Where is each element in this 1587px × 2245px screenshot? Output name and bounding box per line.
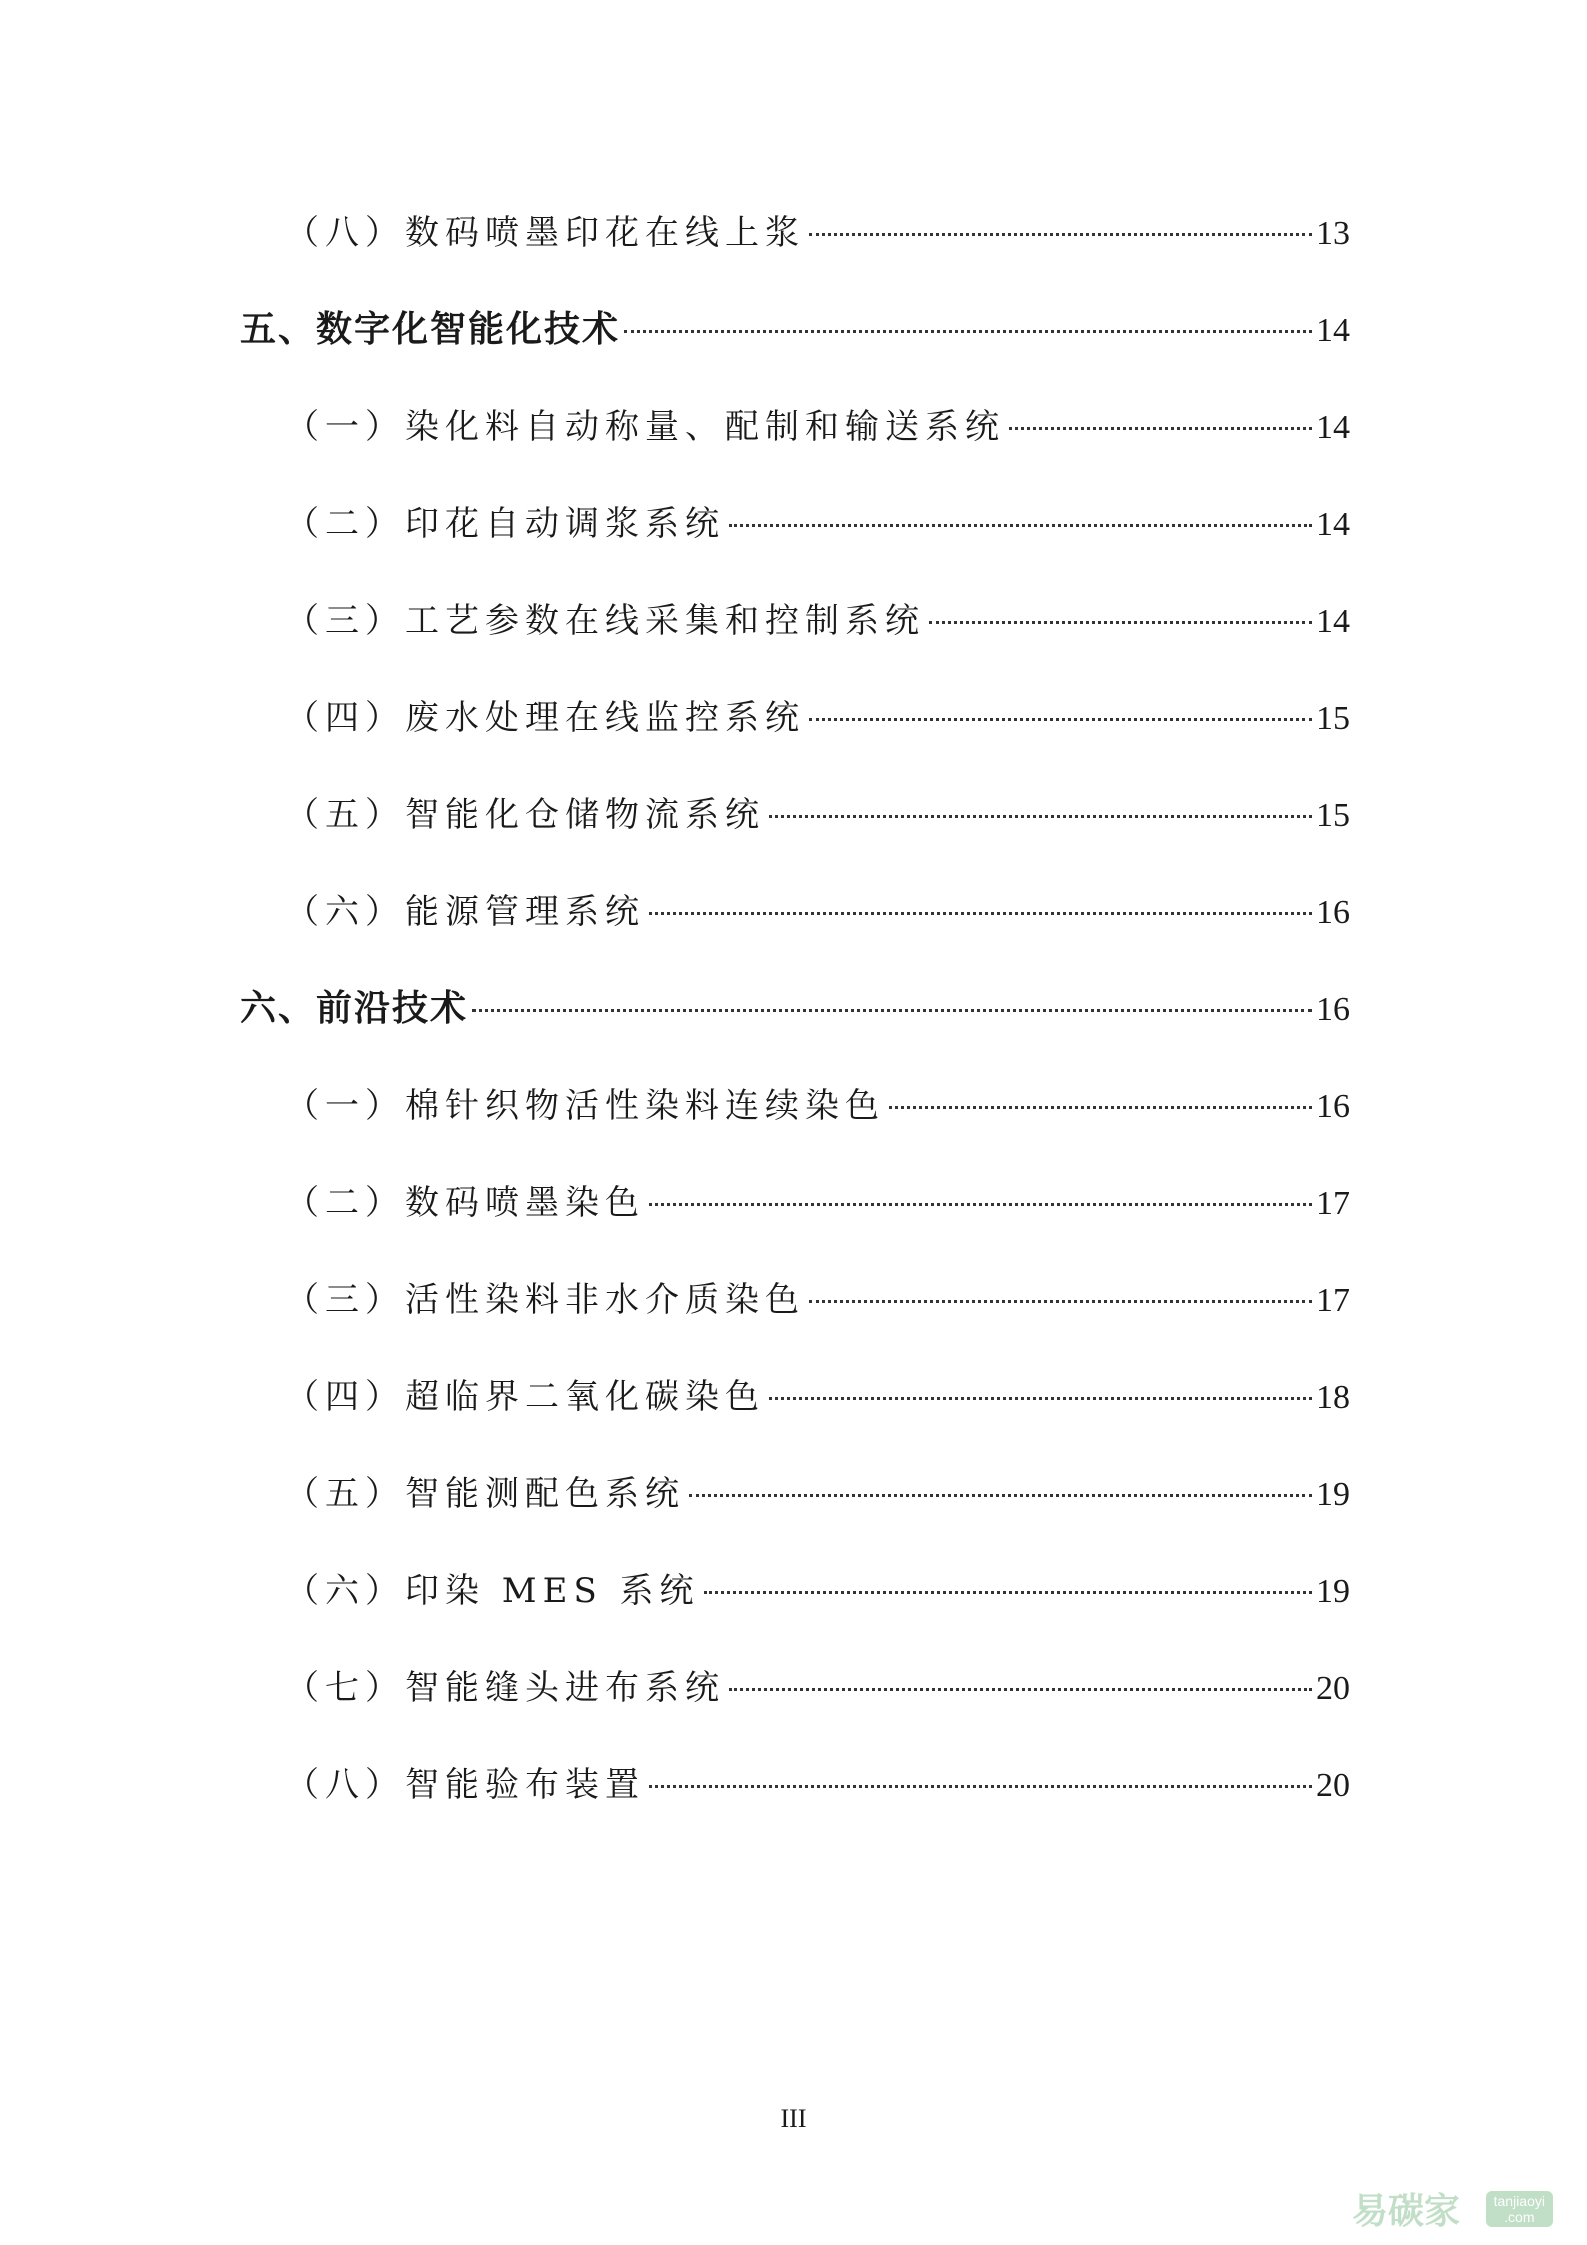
toc-entry[interactable] [285,1464,1350,1524]
toc-entry[interactable] [285,785,1350,845]
dot-leader [809,1300,1312,1303]
dot-leader [929,621,1312,624]
toc-entry-page: 19 [1316,1476,1350,1513]
dot-leader [729,1688,1312,1691]
page-number: III [780,2104,807,2133]
toc-entry-title: （四）废水处理在线监控系统 [285,698,805,738]
toc-entry[interactable] [285,1755,1350,1815]
toc-entry-title: （三）活性染料非水介质染色 [285,1280,805,1320]
watermark-logo-icon [1352,2187,1482,2231]
toc-entry-page: 14 [1316,603,1350,640]
dot-leader [689,1494,1312,1497]
toc-entry-title: （三）工艺参数在线采集和控制系统 [285,601,925,641]
dot-leader [649,912,1312,915]
toc-entry-page: 17 [1316,1185,1350,1222]
toc-entry-page: 18 [1316,1379,1350,1416]
toc-entry-page: 15 [1316,797,1350,834]
svg-text:易碳家: 易碳家 [1351,2191,1460,2231]
toc-entry[interactable] [285,1367,1350,1427]
toc-entry-title: （六）能源管理系统 [285,892,645,932]
toc-section-title: 五、数字化智能化技术 [240,309,621,350]
toc-entry-page: 20 [1316,1670,1350,1707]
toc-entry-title: （一）棉针织物活性染料连续染色 [285,1086,885,1126]
toc-entry-page: 14 [1316,506,1350,543]
dot-leader [649,1203,1312,1206]
dot-leader [649,1785,1312,1788]
toc-entry[interactable] [285,397,1350,457]
toc-entry-page: 13 [1316,215,1350,252]
dot-leader [809,233,1312,236]
toc-entry-page: 16 [1316,1088,1350,1125]
toc-entry-page: 19 [1316,1573,1350,1610]
watermark-badge-line: tanjiaoyi [1493,2193,1545,2209]
dot-leader [624,330,1312,333]
dot-leader [472,1009,1312,1012]
toc-entry-title: （六）印染 MES 系统 [285,1571,700,1611]
toc-section-title: 六、前沿技术 [240,988,469,1029]
toc-section-heading[interactable] [240,300,1350,360]
toc-entry-page: 14 [1316,409,1350,446]
toc-entry-title: （八）智能验布装置 [285,1765,645,1805]
toc-entry-title: （二）印花自动调浆系统 [285,504,725,544]
toc-entry-page: 15 [1316,700,1350,737]
toc-entry-title: （二）数码喷墨染色 [285,1183,645,1223]
toc-entry[interactable] [285,1270,1350,1330]
toc-entry[interactable] [285,203,1350,263]
toc-entry[interactable] [285,1658,1350,1718]
toc-entry-page: 20 [1316,1767,1350,1804]
watermark-badge [1486,2191,1553,2227]
toc-entry-title: （五）智能化仓储物流系统 [285,795,765,835]
dot-leader [729,524,1312,527]
dot-leader [769,1397,1312,1400]
toc-entry-page: 14 [1316,312,1350,349]
toc-entry-page: 16 [1316,991,1350,1028]
toc-entry[interactable] [285,494,1350,554]
dot-leader [704,1591,1312,1594]
toc-entry[interactable] [285,1173,1350,1233]
toc-entry[interactable] [285,591,1350,651]
watermark-badge-line: .com [1504,2209,1535,2225]
toc-section-heading[interactable] [240,979,1350,1039]
dot-leader [809,718,1312,721]
toc-entry[interactable] [285,882,1350,942]
toc-entry-title: （七）智能缝头进布系统 [285,1668,725,1708]
toc-entry-title: （一）染化料自动称量、配制和输送系统 [285,407,1005,447]
dot-leader [1009,427,1312,430]
toc-entry[interactable] [285,1076,1350,1136]
toc-entry-page: 16 [1316,894,1350,931]
toc-entry[interactable] [285,1561,1350,1621]
toc-entry[interactable] [285,688,1350,748]
toc-entry-title: （八）数码喷墨印花在线上浆 [285,213,805,253]
toc-entry-title: （四）超临界二氧化碳染色 [285,1377,765,1417]
toc-entry-title: （五）智能测配色系统 [285,1474,685,1514]
toc-entry-page: 17 [1316,1282,1350,1319]
dot-leader [769,815,1312,818]
dot-leader [889,1106,1312,1109]
watermark [1352,2187,1553,2231]
